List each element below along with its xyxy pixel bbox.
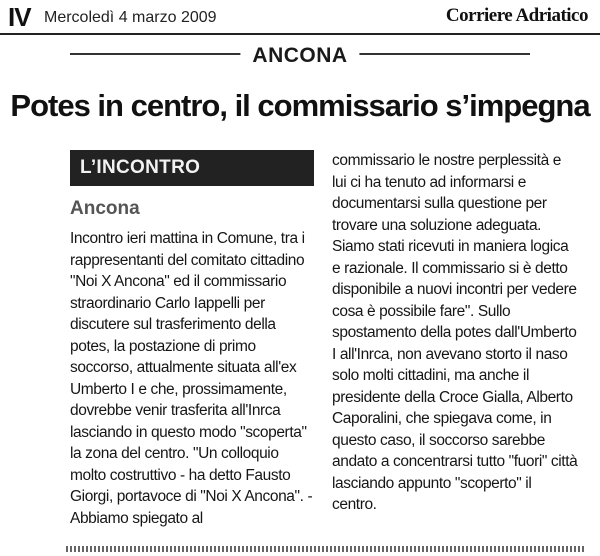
masthead-rule bbox=[0, 33, 600, 35]
bottom-rule bbox=[66, 546, 586, 552]
headline: Potes in centro, il commissario s’impegna bbox=[10, 88, 590, 123]
article-column-1 bbox=[70, 150, 314, 529]
section-label: ANCONA bbox=[240, 44, 359, 68]
section-header bbox=[0, 36, 600, 72]
kicker-label: L’INCONTRO bbox=[70, 150, 314, 186]
dateline: Ancona bbox=[70, 198, 140, 219]
article-text-column-1: Incontro ieri mattina in Comune, tra i rappresentanti del comitato cittadino "Noi X Ancona" ed il commissario straordinario Carlo Iappelli per discutere sul trasferimento della potes, la postazione di primo soccorso, attualmente situata all'ex Umberto I e che, prossimamente, dovrebbe venir trasferita all'Inrca lasciando in questo modo "scoperta" la zona del centro. "Un colloquio molto costruttivo - ha detto Fausto Giorgi, portavoce di "Noi X Ancona". - Abbiamo spiegato al bbox=[70, 230, 313, 527]
issue-date: Mercoledì 4 marzo 2009 bbox=[44, 9, 217, 26]
article-text-column-2: commissario le nostre perplessità e lui ci ha tenuto ad informarsi e documentarsi sulla questione per trovare una soluzione adeguata. Siamo stati ricevuti in maniera logica e razionale. Il commissario si è detto disponibile a nuovi incontri per vedere cosa è possibile fare". Sullo spostamento della potes dall'Umberto I all'Inrca, non avevano storto il naso solo molti cittadini, ma anche il presidente della Croce Gialla, Alberto Caporalini, che spiegava come, in questo caso, il soccorso sarebbe andato a concentrarsi tutto "fuori" città lasciando appunto "scoperto" il centro. bbox=[332, 152, 578, 513]
masthead bbox=[0, 0, 600, 32]
newspaper-name: Corriere Adriatico bbox=[445, 5, 588, 26]
article-column-2 bbox=[332, 150, 578, 516]
page-number: IV bbox=[8, 2, 31, 32]
